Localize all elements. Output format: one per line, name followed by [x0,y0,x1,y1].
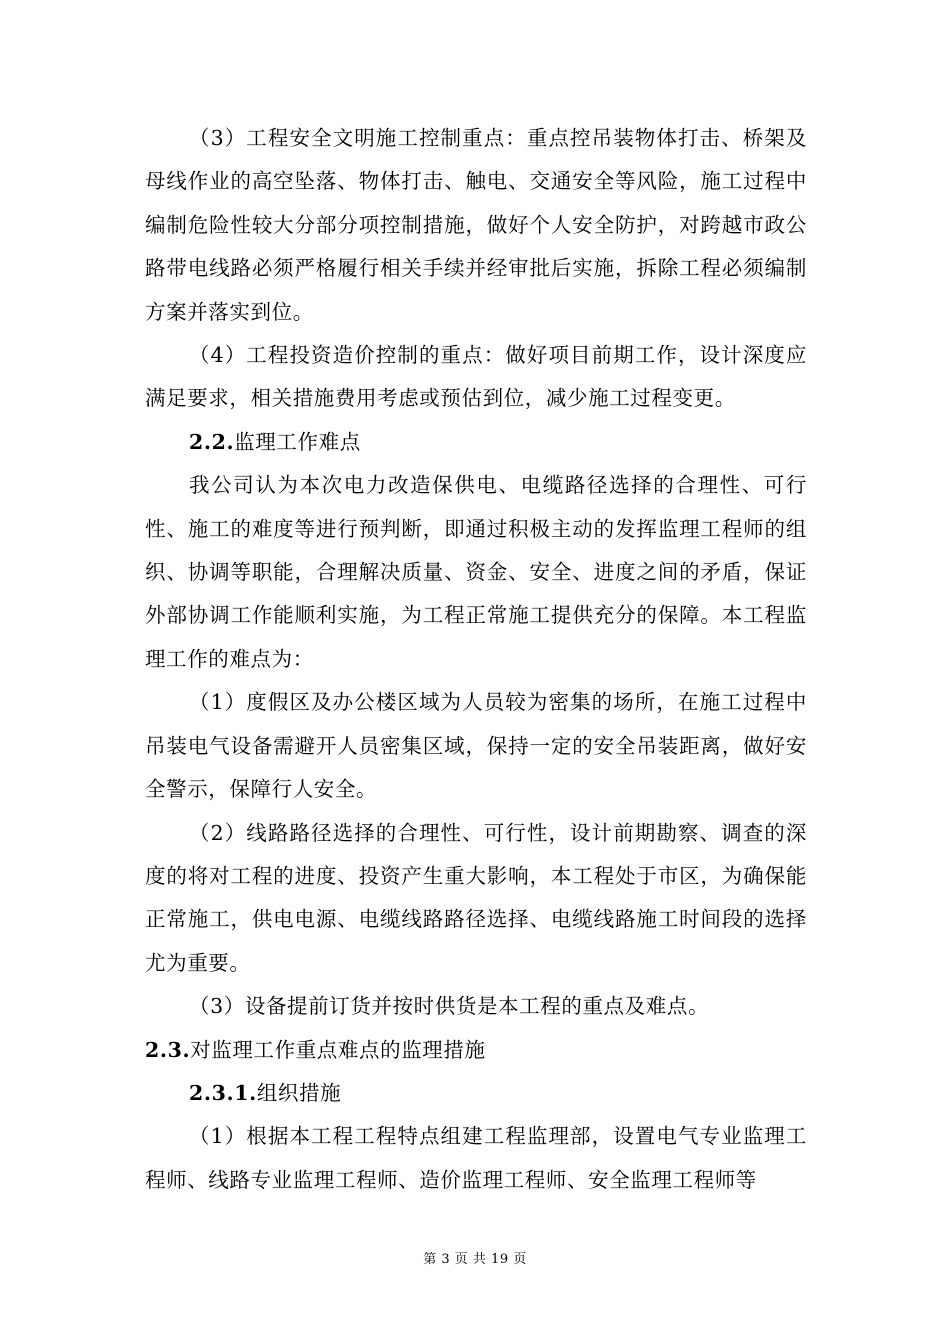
paragraph-difficulty-1: （1）度假区及办公楼区域为人员较为密集的场所，在施工过程中吊装电气设备需避开人员密集区域，保持一定的安全吊装距离，做好安全警示，保障行人安全。 [145,690,807,802]
section-title: 组织措施 [256,1080,342,1105]
section-title: 对监理工作重点难点的监理措施 [190,1037,486,1062]
section-number: 2.3.1. [189,1080,257,1105]
section-number: 2.3. [145,1037,191,1062]
section-heading-2-2 [145,421,807,464]
paragraph-org-measure-1: （1）根据本工程工程特点组建工程监理部，设置电气专业监理工程师、线路专业监理工程师、造价监理工程师、安全监理工程师等 [145,1124,807,1192]
section-heading-2-3-1 [145,1072,807,1115]
section-title: 监理工作难点 [234,429,361,454]
paragraph-cost-control: （4）工程投资造价控制的重点：做好项目前期工作，设计深度应满足要求，相关措施费用考虑或预估到位，减少施工过程变更。 [145,343,807,411]
paragraph-difficulty-intro: 我公司认为本次电力改造保供电、电缆路径选择的合理性、可行性、施工的难度等进行预判断，即通过积极主动的发挥监理工程师的组织、协调等职能，合理解决质量、资金、安全、进度之间的矛盾，保证外部协调工作能顺利实施，为工程正常施工提供充分的保障。本工程监理工作的难点为： [145,473,807,671]
page-footer: 第 3 页 共 19 页 [423,1252,527,1267]
document-body [145,117,807,1202]
section-heading-2-3 [145,1029,807,1072]
section-number: 2.2. [189,429,235,454]
paragraph-difficulty-3: （3）设备提前订货并按时供货是本工程的重点及难点。 [189,994,710,1019]
paragraph-safety-control: （3）工程安全文明施工控制重点：重点控吊装物体打击、桥架及母线作业的高空坠落、物体打击、触电、交通安全等风险，施工过程中编制危险性较大分部分项控制措施，做好个人安全防护，对跨越市政公路带电线路必须严格履行相关手续并经审批后实施，拆除工程必须编制方案并落实到位。 [145,126,807,324]
paragraph-difficulty-2: （2）线路路径选择的合理性、可行性，设计前期勘察、调查的深度的将对工程的进度、投资产生重大影响，本工程处于市区，为确保能正常施工，供电电源、电缆线路路径选择、电缆线路施工时间段的选择尤为重要。 [145,820,807,975]
